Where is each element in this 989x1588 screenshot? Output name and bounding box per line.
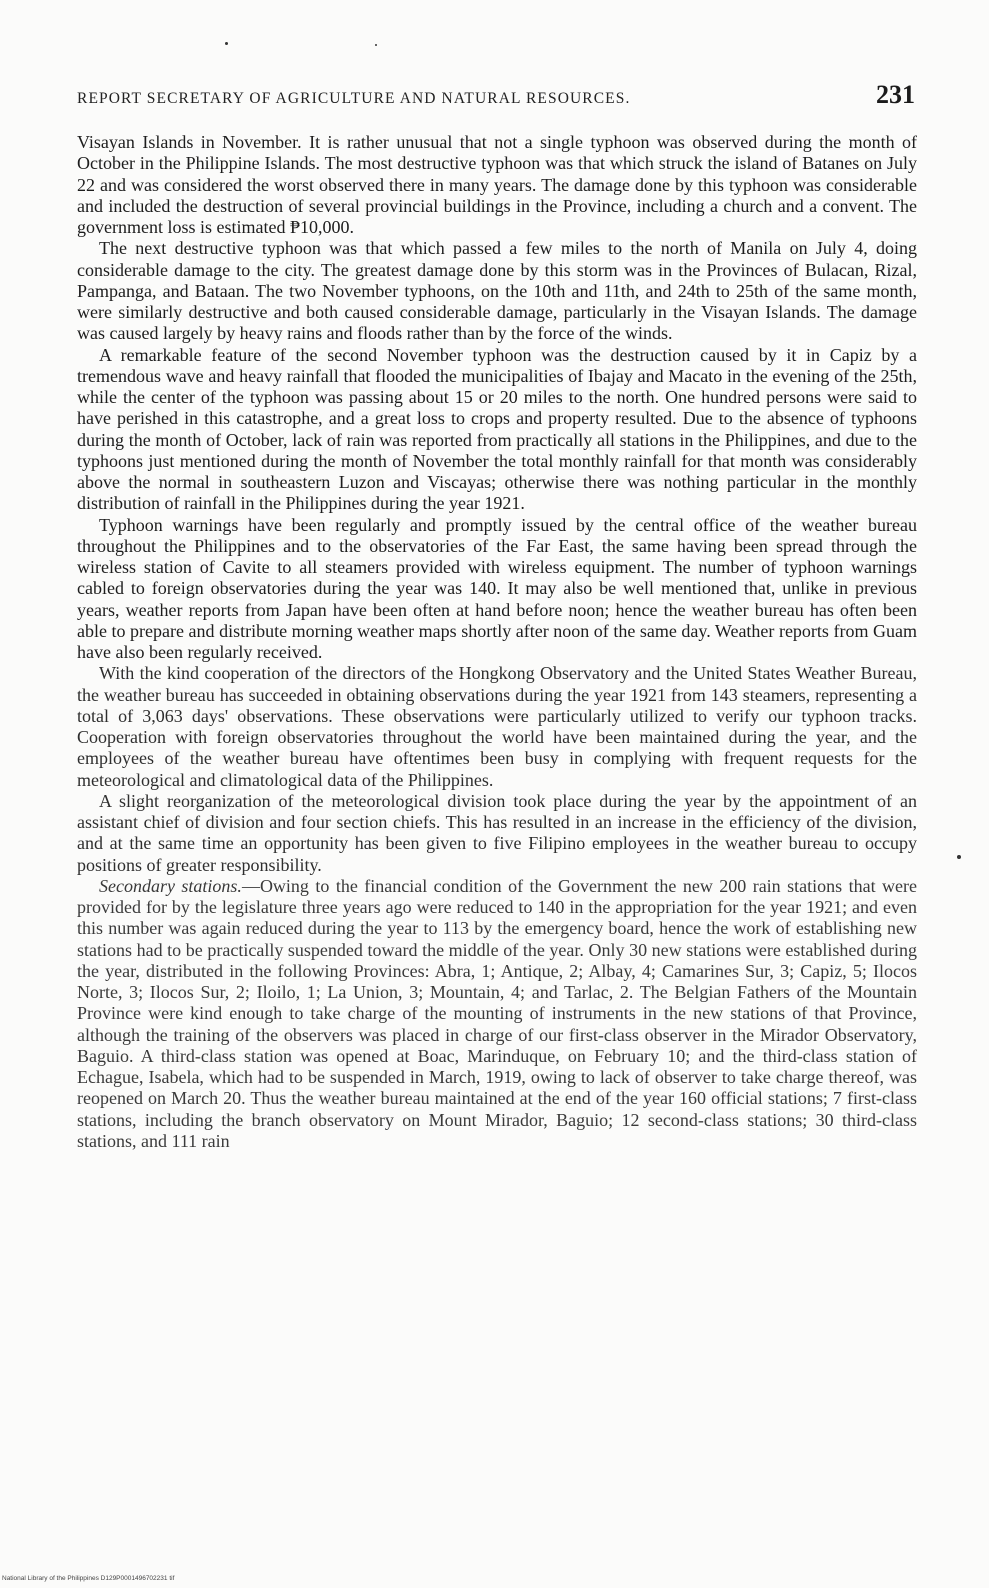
page-number: 231 [876,80,915,109]
paragraph: Visayan Islands in November. It is rather unusual that not a single typhoon was observed during the month of October in the Philippine Islands. The most destructive typhoon was that which struck the island of Batanes on July 22 and was considered the worst observed there in many years. The damage done by this typhoon was considerable and included the destruction of several provincial buildings in the Province, including a church and a convent. The government loss is estimated ₱10,000. [77,132,917,237]
paragraph: Typhoon warnings have been regularly and promptly issued by the central office of the weather bureau throughout the Philippines and to the observatories of the Far East, the same having been spread through the wireless station of Cavite to all steamers provided with wireless equipment. The number of typhoon warnings cabled to foreign observatories during the year was 140. It may also be well mentioned that, unlike in previous years, weather reports from Japan have been often at hand before noon; hence the weather bureau has often been able to prepare and distribute morning weather maps shortly after noon of the same day. Weather reports from Guam have also been regularly received. [77,514,917,662]
paragraph: With the kind cooperation of the directors of the Hongkong Observatory and the United States Weather Bureau, the weather bureau has succeeded in obtaining observations during the year 1921 from 143 steamers, representing a total of 3,063 days' observations. These observations were particularly utilized to verify our typhoon tracks. Cooperation with foreign observatories throughout the world have been maintained during the year, and the employees of the weather bureau have oftentimes been busy in complying with frequent requests for the meteorological and climatological data of the Philippines. [77,663,917,790]
paragraph-text: —Owing to the financial condition of the Government the new 200 rain stations that were provided for by the legislature three years ago were reduced to 140 in the appropriation for the year 1921; and even this number was again reduced during the year to 113 by the emergency board, hence the work of establishing new stations had to be practically suspended toward the middle of the year. Only 30 new stations were established during the year, distributed in the following Provinces: Abra, 1; Antique, 2; Albay, 4; Camarines Sur, 3; Capiz, 5; Ilocos Norte, 3; Ilocos Sur, 2; Iloilo, 1; La Union, 3; Mountain, 4; and Tarlac, 2. The Belgian Fathers of the Mountain Province were kind enough to take charge of the mounting of instruments in the new stations of that Province, although the training of the observers was placed in charge of our first-class observer in the Mirador Observatory, Baguio. A third-class station was opened at Boac, Marinduque, on February 10; and the third-class station of Echague, Isabela, which had to be suspended in March, 1919, owing to lack of observer to take charge thereof, was reopened on March 20. Thus the weather bureau maintained at the end of the year 160 official stations; 7 first-class stations, including the branch observatory on Mount Mirador, Baguio; 12 second-class stations; 30 third-class stations, and 111 rain [77,875,917,1151]
scan-speck [375,44,377,46]
scan-speck [225,42,228,45]
paragraph: A remarkable feature of the second November typhoon was the destruction caused by it in Capiz by a tremendous wave and heavy rainfall that flooded the municipalities of Ibajay and Macato in the evening of the 25th, while the center of the typhoon was passing about 15 or 20 miles to the north. One hundred persons were said to have perished in this catastrophe, and a great loss to crops and property resulted. Due to the absence of typhoons during the month of October, lack of rain was reported from practically all stations in the Philippines, and due to the typhoons just mentioned during the month of November the total monthly rainfall for that month was considerably above the normal in southeastern Luzon and Viscayas; otherwise there was nothing particular in the monthly distribution of rainfall in the Philippines during the year 1921. [77,344,917,514]
paragraph: The next destructive typhoon was that which passed a few miles to the north of Manila on July 4, doing considerable damage to the city. The greatest damage done by this storm was in the Provinces of Bulacan, Rizal, Pampanga, and Bataan. The two November typhoons, on the 10th and 11th, and 24th to 25th of the same month, were similarly destructive and both caused considerable damage, particularly in the Visayan Islands. The damage was caused largely by heavy rains and floods rather than by the force of the winds. [77,238,917,344]
scan-speck [957,855,961,859]
paragraph-secondary-stations [77,876,917,1152]
run-in-heading: Secondary stations. [99,875,242,896]
paragraph: A slight reorganization of the meteorological division took place during the year by the appointment of an assistant chief of division and four section chiefs. This has resulted in an increase in the efficiency of the division, and at the same time an opportunity has been given to five Filipino employees in the weather bureau to occupy positions of greater responsibility. [77,790,917,875]
scan-credit: National Library of the Philippines D129P0001496702231 tif [2,1575,175,1582]
body-text [77,132,917,1547]
running-head [77,80,915,112]
running-title: REPORT SECRETARY OF AGRICULTURE AND NATURAL RESOURCES. [77,90,631,107]
